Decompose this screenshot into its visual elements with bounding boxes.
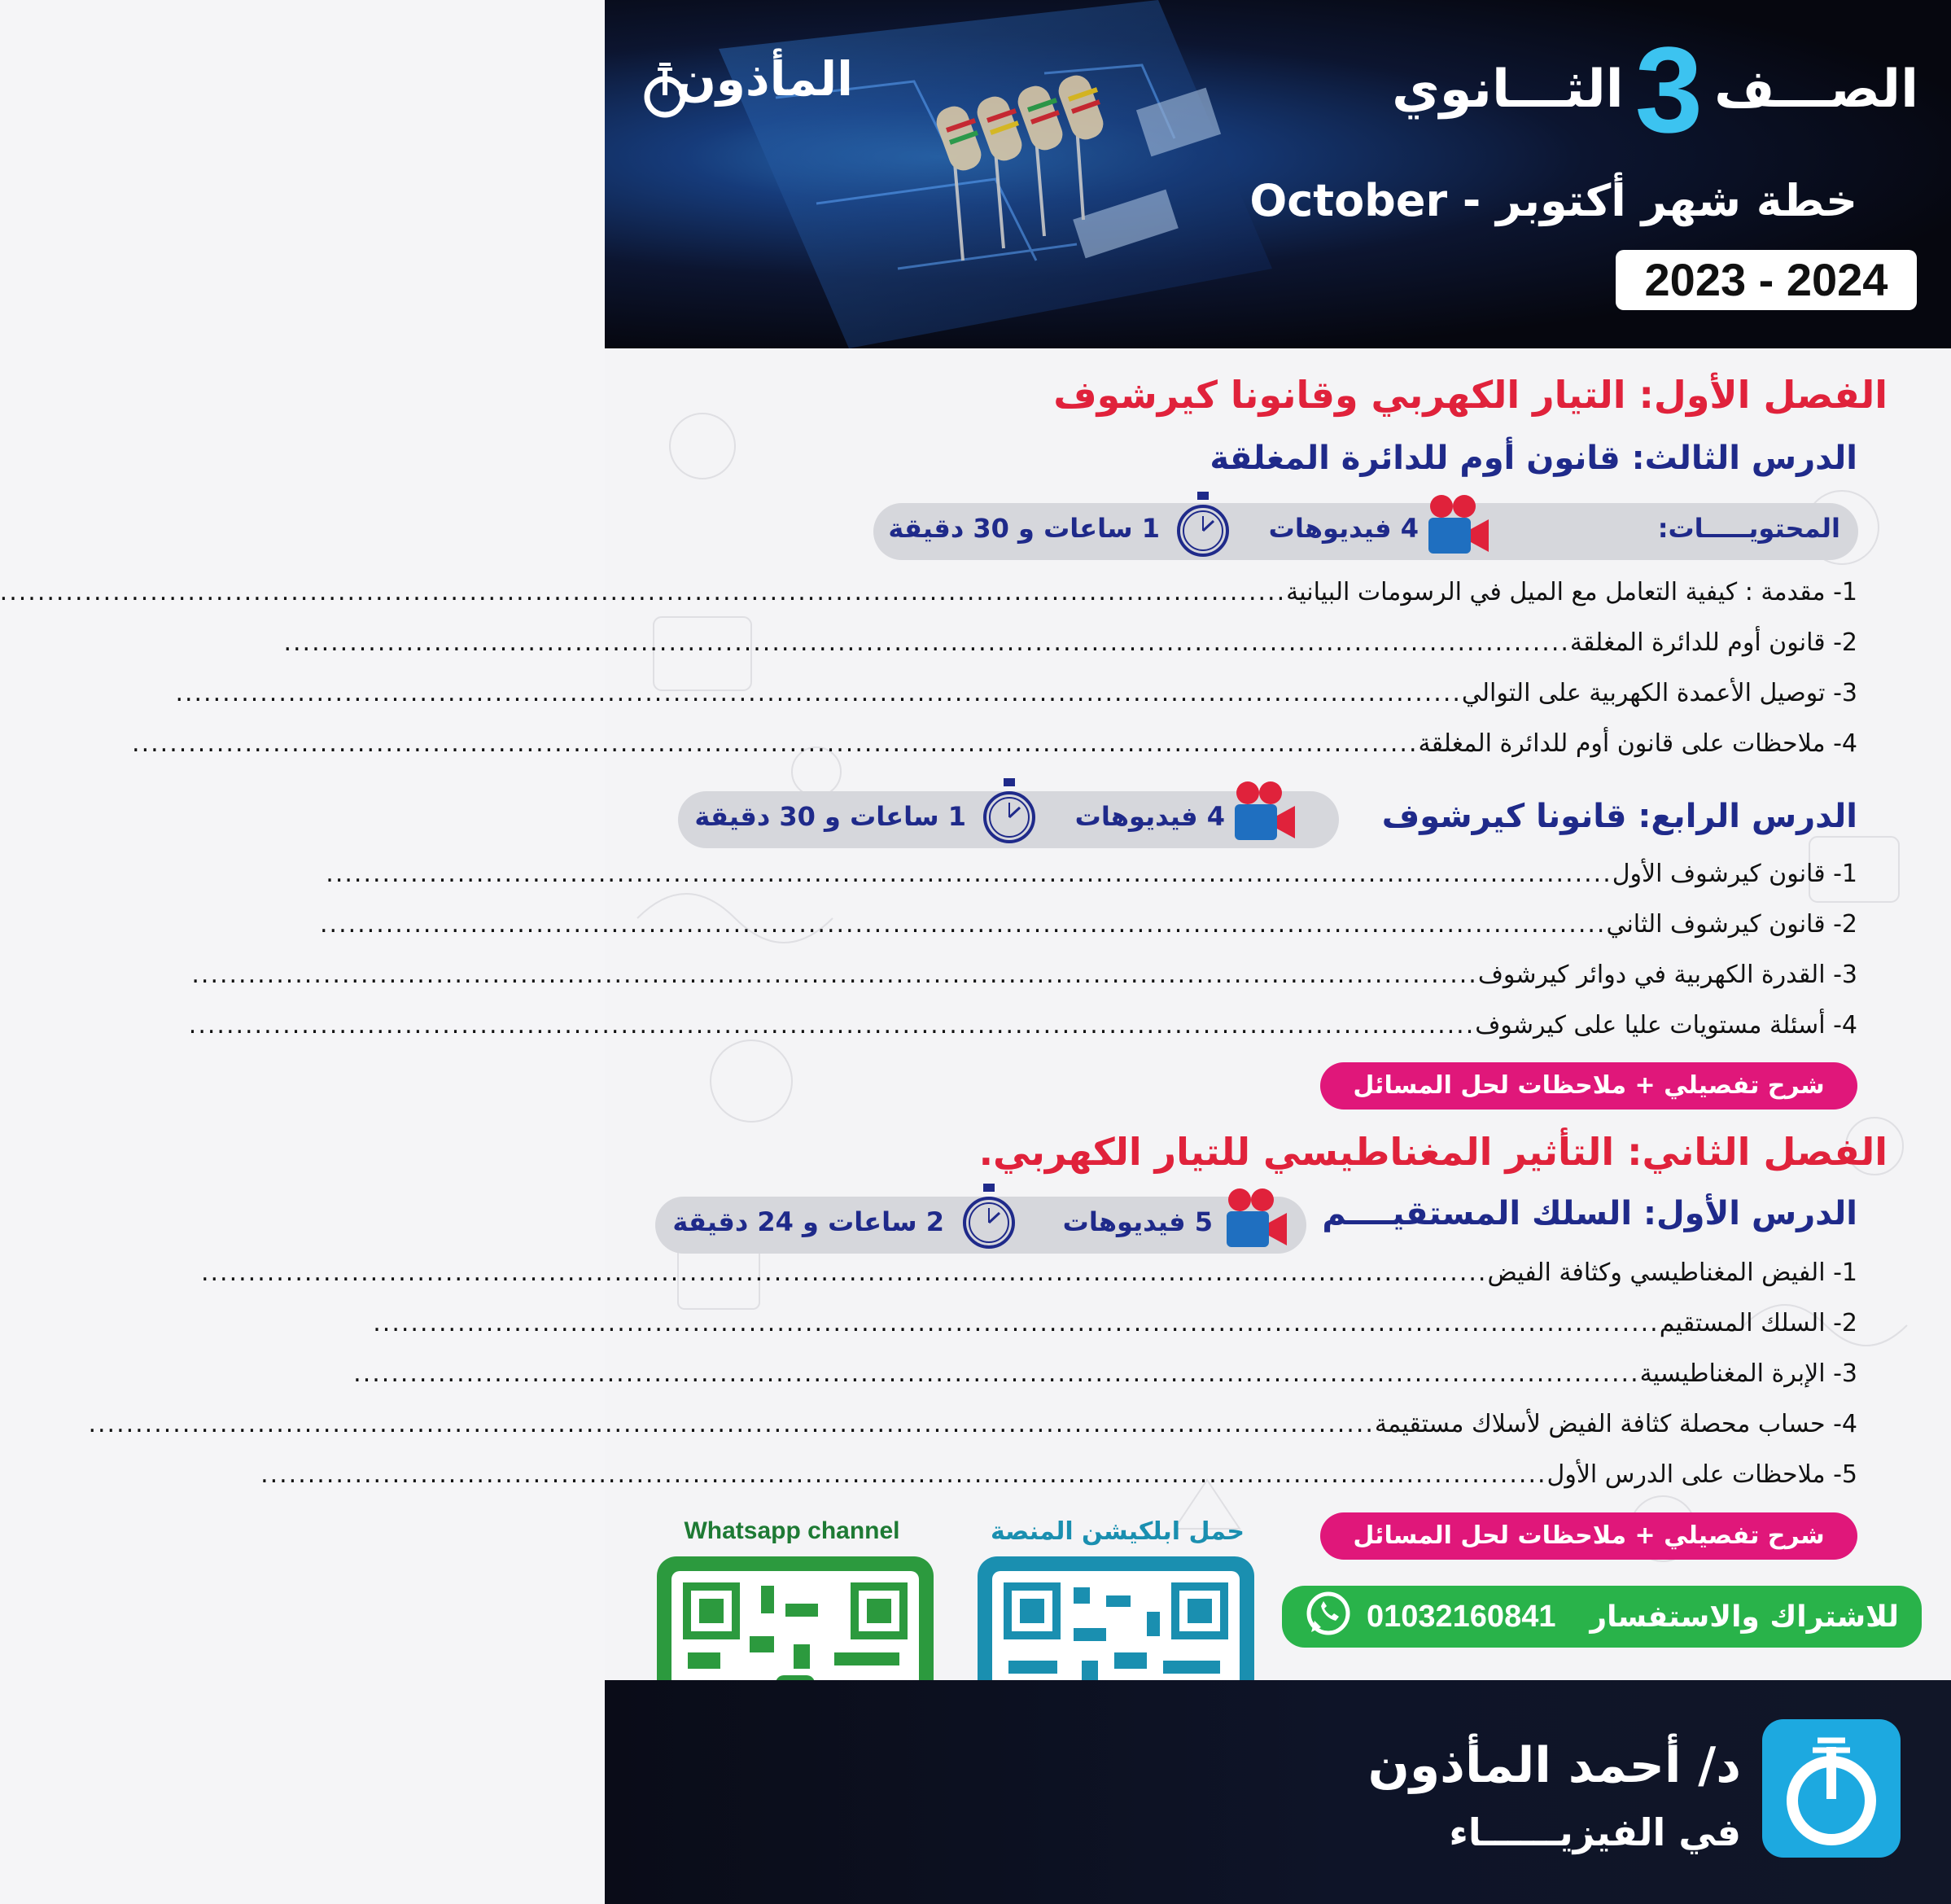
chapter-2-lesson-1-duration: 2 ساعات و 24 دقيقة — [672, 1206, 944, 1237]
plan-content — [0, 348, 1951, 1680]
lesson-3-videos: 4 فيديوهات — [1268, 513, 1419, 544]
lesson-4-title: الدرس الرابع: قانونا كيرشوف — [1381, 798, 1857, 835]
lesson-3-title: الدرس الثالث: قانون أوم للدائرة المغلقة — [1210, 440, 1857, 477]
video-camera-icon — [1223, 1187, 1290, 1255]
lesson-4-info-bar — [678, 791, 1339, 848]
chapter-2-lesson-1-info-bar — [655, 1197, 1306, 1254]
list-item: 2- السلك المستقيم ......................................................................................................................................... — [373, 1309, 1857, 1337]
subscribe-contact-bar[interactable] — [1282, 1586, 1922, 1648]
whatsapp-channel-title: Whatsapp channel — [684, 1517, 900, 1544]
brand-logo — [641, 45, 853, 126]
chapter-2-notes-badge: شرح تفصيلي + ملاحظات لحل المسائل — [1320, 1512, 1857, 1560]
video-camera-icon — [1231, 780, 1298, 848]
list-item: 3- الإبرة المغناطيسية ......................................................................................................................................... — [353, 1359, 1857, 1388]
chapter-2-lesson-1-title: الدرس الأول: السلك المستقيــــم — [1322, 1195, 1857, 1232]
teacher-name: د/ أحمد المأذون — [1367, 1737, 1741, 1794]
lesson-3-info-bar — [873, 503, 1858, 560]
phone-number[interactable]: 01032160841 — [1367, 1599, 1556, 1634]
whatsapp-icon — [1305, 1590, 1352, 1644]
academic-years: 2023 - 2024 — [1616, 250, 1917, 310]
list-item: 2- قانون أوم للدائرة المغلقة ......................................................................................................................................... — [283, 628, 1857, 657]
list-item: 5- ملاحظات على الدرس الأول ......................................................................................................................................... — [260, 1460, 1857, 1489]
stopwatch-icon — [981, 778, 1038, 850]
list-item: 2- قانون كيرشوف الثاني ......................................................................................................................................... — [320, 910, 1857, 939]
list-item: 3- توصيل الأعمدة الكهربية على التوالي ......................................................................................................................................... — [175, 679, 1857, 707]
lesson-4-videos: 4 فيديوهات — [1074, 801, 1225, 832]
teacher-subject: في الفيزيــــــاء — [1449, 1810, 1741, 1854]
chapter-2-lesson-1-videos: 5 فيديوهات — [1062, 1206, 1213, 1237]
plan-title: خطة شهر أكتوبر - October — [1249, 175, 1857, 226]
grade-title — [1392, 21, 1918, 158]
lesson-3-duration: 1 ساعات و 30 دقيقة — [888, 513, 1160, 544]
list-item: 3- القدرة الكهربية في دوائر كيرشوف ......................................................................................................................................... — [191, 961, 1857, 989]
subscribe-label: للاشتراك والاستفسار — [1590, 1600, 1899, 1634]
grade-word-1: الصـــف — [1714, 59, 1918, 120]
list-item: 4- حساب محصلة كثافة الفيض لأسلاك مستقيمة ......................................................................................................................................... — [88, 1410, 1857, 1438]
contents-label: المحتويـــــات: — [1657, 513, 1840, 544]
footer-bar — [605, 1680, 1951, 1904]
list-item: 1- الفيض المغناطيسي وكثافة الفيض ......................................................................................................................................... — [200, 1258, 1857, 1287]
logo-text: المأذون — [676, 51, 853, 107]
app-download-title: حمل ابلكيشن المنصة — [990, 1517, 1245, 1546]
list-item: 4- أسئلة مستويات عليا على كيرشوف ......................................................................................................................................... — [188, 1011, 1857, 1040]
grade-word-2: الثـــانوي — [1392, 59, 1624, 120]
video-camera-icon — [1425, 493, 1492, 562]
chapter-1-title: الفصل الأول: التيار الكهربي وقانونا كيرشوف — [1053, 373, 1888, 417]
lesson-4-notes-badge: شرح تفصيلي + ملاحظات لحل المسائل — [1320, 1062, 1857, 1110]
brand-logo-icon — [1762, 1719, 1901, 1858]
list-item: 1- مقدمة : كيفية التعامل مع الميل في الرسومات البيانية ......................................................................................................................................... — [0, 578, 1857, 606]
list-item: 4- ملاحظات على قانون أوم للدائرة المغلقة ......................................................................................................................................... — [132, 729, 1857, 758]
stopwatch-icon — [1175, 492, 1231, 563]
stopwatch-icon — [960, 1184, 1017, 1255]
chapter-2-title: الفصل الثاني: التأثير المغناطيسي للتيار الكهربي. — [978, 1130, 1888, 1174]
grade-number: 3 — [1634, 21, 1704, 158]
list-item: 1- قانون كيرشوف الأول ......................................................................................................................................... — [326, 860, 1857, 888]
lesson-4-duration: 1 ساعات و 30 دقيقة — [694, 801, 966, 832]
header-banner — [605, 0, 1951, 348]
